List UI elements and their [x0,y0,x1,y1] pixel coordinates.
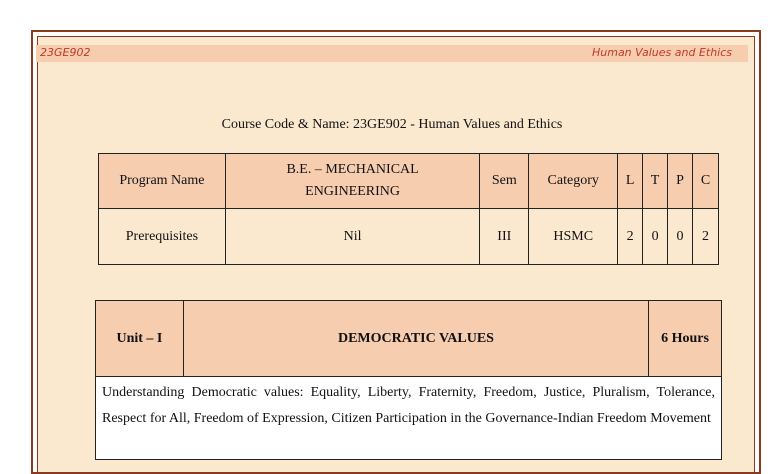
category-value: HSMC [529,209,618,265]
program-line-2: ENGINEERING [305,184,401,199]
prerequisites-value: Nil [225,209,480,265]
course-info-table [98,153,719,265]
program-name-label: Program Name [99,154,226,209]
l-value: 2 [618,209,643,265]
category-header: Category [529,154,618,209]
p-value: 0 [668,209,693,265]
unit-name: DEMOCRATIC VALUES [183,301,648,377]
header-course-code: 23GE902 [40,46,91,59]
c-header: C [693,154,719,209]
program-line-1: B.E. – MECHANICAL [286,162,419,177]
unit-hours: 6 Hours [649,301,722,377]
t-value: 0 [643,209,668,265]
unit-number: Unit – I [96,301,184,377]
header-course-name: Human Values and Ethics [591,46,732,59]
prerequisites-label: Prerequisites [99,209,226,265]
t-header: T [643,154,668,209]
p-header: P [668,154,693,209]
c-value: 2 [693,209,719,265]
unit-content: Understanding Democratic values: Equality, Liberty, Fraternity, Freedom, Justice, Pluralism, Tolerance, Respect for All, Freedom of Expression, Citizen Participation in the Governance-Indian Freedom Movement [96,377,722,460]
sem-value: III [480,209,529,265]
sem-header: Sem [480,154,529,209]
l-header: L [618,154,643,209]
page-title: Course Code & Name: 23GE902 - Human Values and Ethics [221,117,563,132]
program-name-value [225,154,480,209]
unit-table [95,300,722,460]
